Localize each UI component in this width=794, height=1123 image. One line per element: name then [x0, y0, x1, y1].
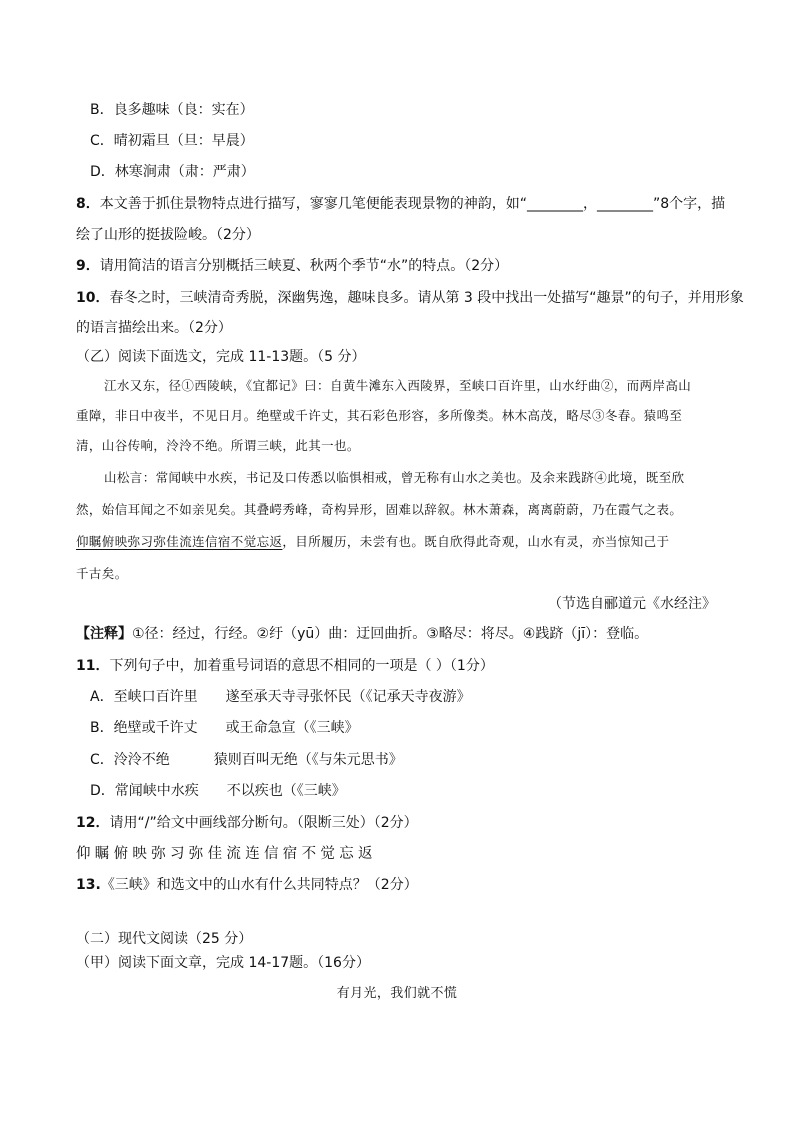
article-title: 有月光，我们就不慌	[336, 986, 458, 1001]
q11-option-c-left: C．泠泠不绝	[90, 752, 170, 768]
question-8-number: 8．	[76, 196, 100, 212]
question-9	[76, 256, 724, 276]
q11-option-b-right: 或王命急宣（《三峡》	[225, 720, 359, 736]
question-10-text: 春冬之时，三峡清奇秀脱，深幽隽逸，趣味良多。请从第 3 段中找出一处描写“趣景”的句子，并用形象	[109, 290, 744, 306]
annotation-label: 【注释】	[76, 626, 132, 642]
question-8-line2: 绘了山形的挺拔险峻。（2分）	[76, 227, 260, 243]
question-13-text: 《三峡》和选文中的山水有什么共同特点？（2分）	[100, 877, 418, 893]
part-yi-heading: （乙）阅读下面选文，完成 11-13题。（5 分）	[76, 349, 366, 365]
q11-option-a-right: 遂至承天寺寻张怀民（《记承天寺夜游》	[225, 689, 471, 705]
question-13	[76, 875, 724, 895]
question-12-number: 12．	[76, 815, 110, 831]
question-10-line1	[76, 288, 744, 308]
q11-option-d-left: D．常闻峡中水疾	[90, 783, 199, 799]
passage-p2-line1: 山松言：常闻峡中水疾，书记及口传悉以临惧相戒，曾无称有山水之美也。及余来践跻④此境，既至欣	[104, 470, 685, 485]
q7-option-c: C．晴初霜旦（旦：早晨）	[90, 133, 254, 149]
passage-p2-line4: 千古矣。	[76, 566, 128, 581]
passage-p2-line3	[76, 532, 724, 552]
question-10-line2: 的语言描绘出来。（2分）	[76, 320, 232, 336]
question-9-text: 请用简洁的语言分别概括三峡夏、秋两个季节“水”的特点。（2分）	[99, 258, 509, 274]
q11-option-b	[90, 718, 738, 738]
q11-option-b-left: B．绝壁或千许丈	[90, 720, 198, 736]
question-10-number: 10．	[76, 290, 110, 306]
passage-source: （节选自郦道元《水经注》	[548, 596, 716, 612]
q11-option-a-left: A．至峡口百许里	[90, 689, 198, 705]
question-11	[76, 656, 724, 676]
q11-option-d	[90, 781, 738, 801]
question-11-number: 11．	[76, 658, 110, 674]
q11-option-c	[90, 750, 738, 770]
question-12-text: 请用“/”给文中画线部分断句。（限断三处）（2分）	[109, 815, 418, 831]
annotation-text: ①径：经过，行经。②纡（yū）曲：迂回曲折。③略尽：将尽。④践跻（jī）：登临。	[132, 626, 649, 642]
underlined-sentence: 仰瞩俯映弥习弥佳流连信宿不觉忘返	[76, 534, 283, 549]
passage-p2-line3-rest: ，目所履历，未尝有也。既自欣得此奇观，山水有灵，亦当惊知己于	[282, 534, 670, 549]
question-11-text: 下列句子中，加着重号词语的意思不相同的一项是（ ）（1分）	[109, 658, 494, 674]
annotation	[76, 624, 724, 644]
passage-p1-line1: 江水又东，径①西陵峡，《宜都记》曰：自黄牛滩东入西陵界，至峡口百许里，山水纡曲②，而两岸高山	[104, 378, 692, 393]
question-13-number: 13.	[76, 877, 101, 893]
question-8-line1	[76, 194, 724, 214]
question-8-text: 本文善于抓住景物特点进行描写，寥寥几笔便能表现景物的神韵，如“________，________”8个字，描	[99, 196, 726, 212]
q7-option-b: B．良多趣味（良：实在）	[90, 102, 254, 118]
part-jia-heading: （甲）阅读下面文章，完成 14-17题。（16分）	[76, 955, 370, 971]
question-9-number: 9．	[76, 258, 100, 274]
q11-option-d-right: 不以疾也（《三峡》	[226, 783, 346, 799]
passage-p1-line3: 清，山谷传响，泠泠不绝。所谓三峡，此其一也。	[76, 438, 360, 453]
q11-option-c-right: 猿则百叫无绝（《与朱元思书》	[213, 752, 403, 768]
q7-option-d: D．林寒涧肃（肃：严肃）	[90, 164, 255, 180]
question-12	[76, 813, 724, 833]
section-2-heading: （二）现代文阅读（25 分）	[76, 931, 253, 947]
passage-p1-line2: 重障，非日中夜半，不见日月。绝壁或千许丈，其石彩色形容，多所像类。林木高茂，略尽③冬春。猿鸣至	[76, 408, 683, 423]
question-12-sentence: 仰瞩俯映弥习弥佳流连信宿不觉忘返	[76, 846, 377, 862]
passage-p2-line2: 然，始信耳闻之不如亲见矣。其叠崿秀峰，奇构异形，固难以辞叙。林木萧森，离离蔚蔚，乃在霞气之表。	[76, 502, 683, 517]
q11-option-a	[90, 687, 738, 707]
